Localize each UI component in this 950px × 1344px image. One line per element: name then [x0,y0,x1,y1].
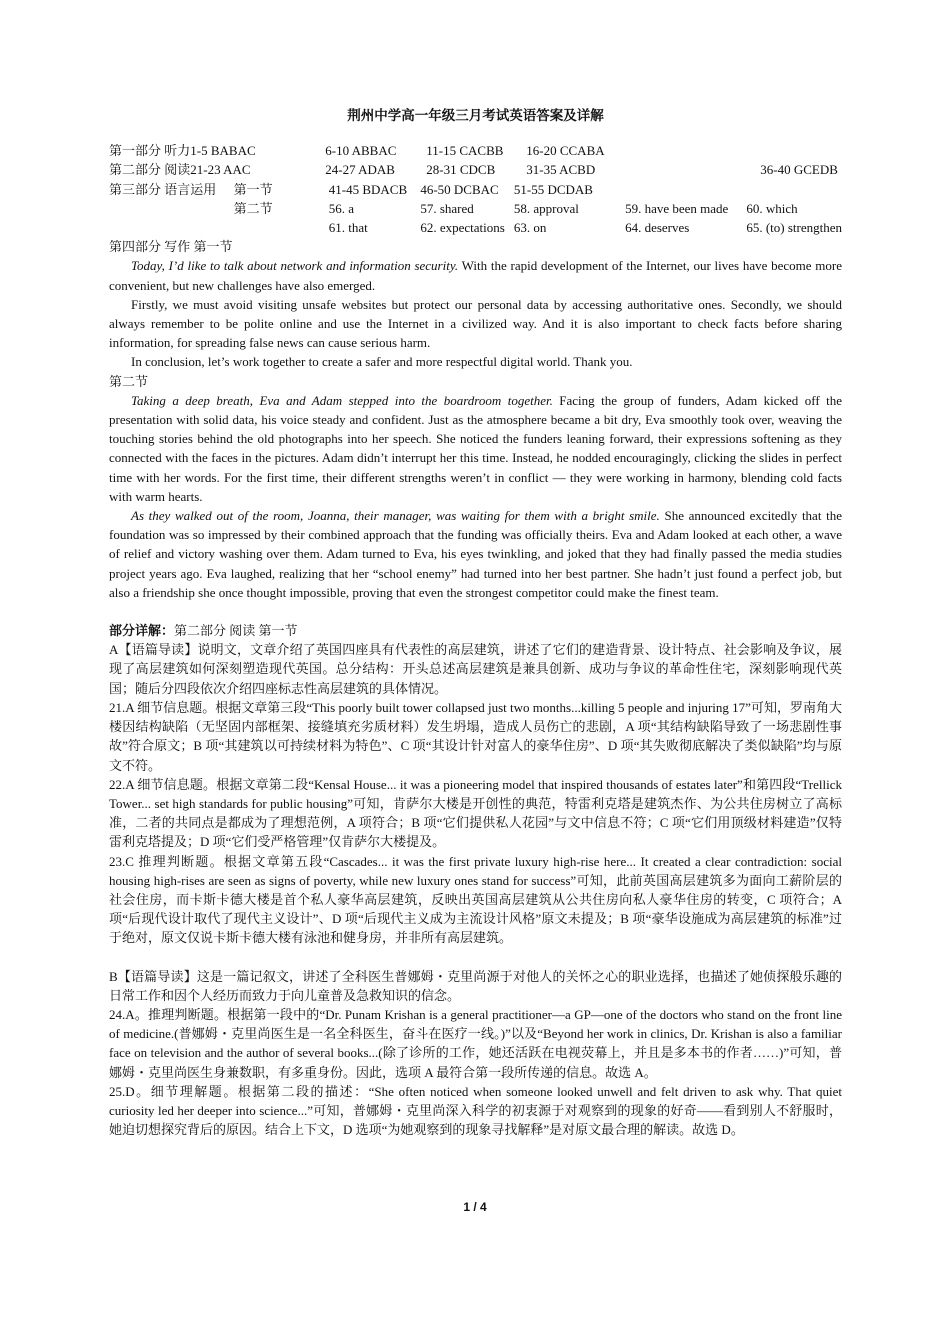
section-heading: 第二节 [109,373,149,389]
answer-cell: 6-10 ABBAC [325,143,397,159]
answer-cell: 第一节 [233,181,273,197]
answer-cell: 第一部分 听力 [109,143,191,159]
details-heading [109,621,842,640]
answer-cell: 51-55 DCDAB [513,181,593,197]
details-heading-rest: 第二部分 阅读 第一节 [174,623,298,639]
answer-cell: 59. have been made [625,200,729,216]
answer-row [109,160,838,179]
answer-cell: 63. on [513,220,547,236]
answer-cell: 36-40 GCEDB [760,162,838,178]
writing-heading: 第四部分 写作 第一节 [109,239,233,255]
page-number: 1 / 4 [463,1200,487,1214]
story-paragraph [109,506,842,602]
answer-cell: 60. which [746,200,798,216]
answer-cell: 64. deserves [625,220,690,236]
essay-paragraph: In conclusion, let’s work together to create a safer and more respectful digital world. Thank you. [131,354,633,370]
answer-cell: 第二部分 阅读 [109,162,191,178]
answer-explanation: 23.C 推理判断题。根据文章第五段“Cascades... it was the first private luxury high-rise here... It created a clear contradiction: social housing high-rises are seen as signs of poverty, while new luxury ones stand for success”可知，此前英国高层建筑多为面向工薪阶层的社会住房，而卡斯卡德大楼是首个私人豪华高层建筑，反映出英国高层建筑从公共住房向私人豪华住房的转变，C 项符合；A 项“后现代设计取代了现代主义设计”、D 项“后现代主义成为主流设计风格”原文未提及；B 项“豪华设施成为高层建筑的标准”过于绝对，原文仅说卡斯卡德大楼有泳池和健身房，并非所有高层建筑。 [109,853,842,946]
answer-cell [625,180,746,199]
answer-cell: 56. a [328,200,355,216]
essay-text: With the rapid development of the Internet, our lives have become more convenient, but new challenges have also emerged. [109,258,842,293]
story-text: Facing the group of funders, Adam kicked off the presentation with solid data, his voice steady and confident. Just as the atmosphere became a bit dry, Eva smoothly took over, weaving the touching stories behind the old photographs into her speech. She noticed the funders leaning forward, their expressions softening as they connected with the faces in the pictures. Adam didn’t interrupt her this time. Instead, he nodded encouragingly, clicking the slides in perfect time with her words. For the first time, their different strengths weren’t in conflict — they were working in harmony, blending cold facts with warm hearts. [109,392,842,504]
answer-cell [660,141,760,160]
answer-explanation: 25.D。细节理解题。根据第二段的描述：“She often noticed when someone looked unwell and felt driven to ask why. That quiet curiosity led her deeper into science...”可知，普娜姆・克里尚深入科学的初衷源于对观察到的现象的好奇——看到别人不舒服时，她迫切想探究背后的原因。结合上下文，D 选项“为她观察到的现象寻找解释”是对原文最合理的解读。故选 D。 [109,1083,842,1138]
essay-paragraph: Firstly, we must avoid visiting unsafe websites but protect our personal data by accessing authoritative ones. Secondly, we should always remember to be polite online and use the Internet in a civilized way. And it is also important to check facts before sharing information, for spreading false news can cause serious harm. [109,296,842,351]
answer-cell [660,160,760,179]
answer-cell: 65. (to) strengthen [746,220,842,236]
essay-opening: Today, I’d like to talk about network and information security. [131,258,459,274]
answer-cell [234,218,329,237]
answer-cell: 31-35 ACBD [526,162,596,178]
answer-cell: 57. shared [420,200,474,216]
answer-cell: 61. that [328,220,368,236]
answer-explanation: 22.A 细节信息题。根据文章第二段“Kensal House... it was a pioneering model that inspired thousands of estates later”和第四段“Trellick Tower... set high standards for public housing”可知，肯萨尔大楼是开创性的典范，特雷利克塔是建筑杰作、为公共住房树立了高标准，二者的共同点是都成为了理想范例，A 项符合；B 项“它们提供私人花园”与文中信息不符；C 项“它们用顶级材料建造”仅特雷利克塔提及；D 项“它们受严格管理”仅肯萨尔大楼提及。 [109,776,842,850]
answer-cell: 1-5 BABAC [190,143,256,159]
story-opening: As they walked out of the room, Joanna, their manager, was waiting for them with a bright smile. [131,508,660,524]
passage-intro: B【语篇导读】这是一篇记叙文，讲述了全科医生普娜姆・克里尚源于对他人的关怀之心的职业选择，也描述了她侦探般乐趣的日常工作和因个人经历而致力于向儿童普及急救知识的信念。 [109,968,842,1003]
answer-cell: 62. expectations [420,220,505,236]
story-paragraph [109,391,842,506]
story-opening: Taking a deep breath, Eva and Adam stepped into the boardroom together. [131,392,553,408]
answer-cell: 第三部分 语言运用 [109,181,217,197]
answer-cell: 41-45 BDACB [328,181,408,197]
answer-cell [109,199,234,218]
spacer [109,602,842,621]
answer-cell: 28-31 CDCB [426,162,496,178]
answer-cell: 第二节 [233,200,273,216]
story-text: She announced excitedly that the foundation was so impressed by their combined approach that the funding was officially theirs. Eva and Adam looked at each other, a wave of relief and victory washing over them. Adam turned to Eva, his eyes twinkling, and joked that they had finally passed the media studies project years ago. Eva laughed, realizing that her “school enemy” had turned into her best partner. She hadn’t just found a perfect job, but also a friendship she once thought impossible, proving that even the strongest competitor could make the finest team. [109,508,842,600]
answer-row [109,180,842,199]
answer-explanation: 21.A 细节信息题。根据文章第三段“This poorly built tower collapsed just two months...killing 5 people and injuring 17”可知，罗南角大楼因结构缺陷（无坚固内部框架、接缝填充劣质材料）发生坍塌，造成人员伤亡的悲剧，A 项“其结构缺陷导致了一场悲剧性事故”符合原文；B 项“其建筑以可持续材料为特色”、C 项“其设计针对富人的豪华住房”、D 项“其失败彻底解决了类似缺陷”均与原文不符。 [109,699,842,773]
answer-row [109,141,838,160]
spacer [109,948,842,967]
answer-document [109,96,842,1139]
answer-cell: 16-20 CCABA [526,143,605,159]
answer-row [109,199,842,218]
answer-cell: 24-27 ADAB [325,162,395,178]
answer-cell [109,218,234,237]
answer-table-language [109,180,842,238]
passage-intro: A【语篇导读】说明文，文章介绍了英国四座具有代表性的高层建筑，讲述了它们的建造背景、设计特点、社会影响及争议，展现了高层建筑如何深刻塑造现代英国。总分结构：开头总述高层建筑是兼具创新、成功与争议的革命性住宅，深刻影响现代英国；随后分四段依次介绍四座标志性高层建筑的具体情况。 [109,642,842,696]
answer-explanation: 24.A。推理判断题。根据第一段中的“Dr. Punam Krishan is a general practitioner—a GP—one of the doctors who stand on the front line of medicine.(普娜姆・克里尚医生是一名全科医生，奋斗在医疗一线。)”以及“Beyond her work in clinics, Dr. Krishan is also a familiar face on television and the author of several books...(除了诊所的工作，她还活跃在电视荧幕上，并且是多本书的作者……)”可知，普娜姆・克里尚医生身兼数职，有多重身份。因此，选项 A 最符合第一段所传递的信息。故选 A。 [109,1006,842,1080]
answer-cell: 11-15 CACBB [426,143,504,159]
answer-cell: 58. approval [513,200,579,216]
answer-table [109,141,838,179]
answer-cell: 46-50 DCBAC [420,181,499,197]
answer-cell [760,141,838,160]
essay-paragraph [109,256,842,294]
answer-row [109,218,842,237]
details-heading-bold: 部分详解： [109,623,175,639]
answer-cell: 21-23 AAC [190,162,251,178]
page-title: 荆州中学高一年级三月考试英语答案及详解 [347,108,604,123]
